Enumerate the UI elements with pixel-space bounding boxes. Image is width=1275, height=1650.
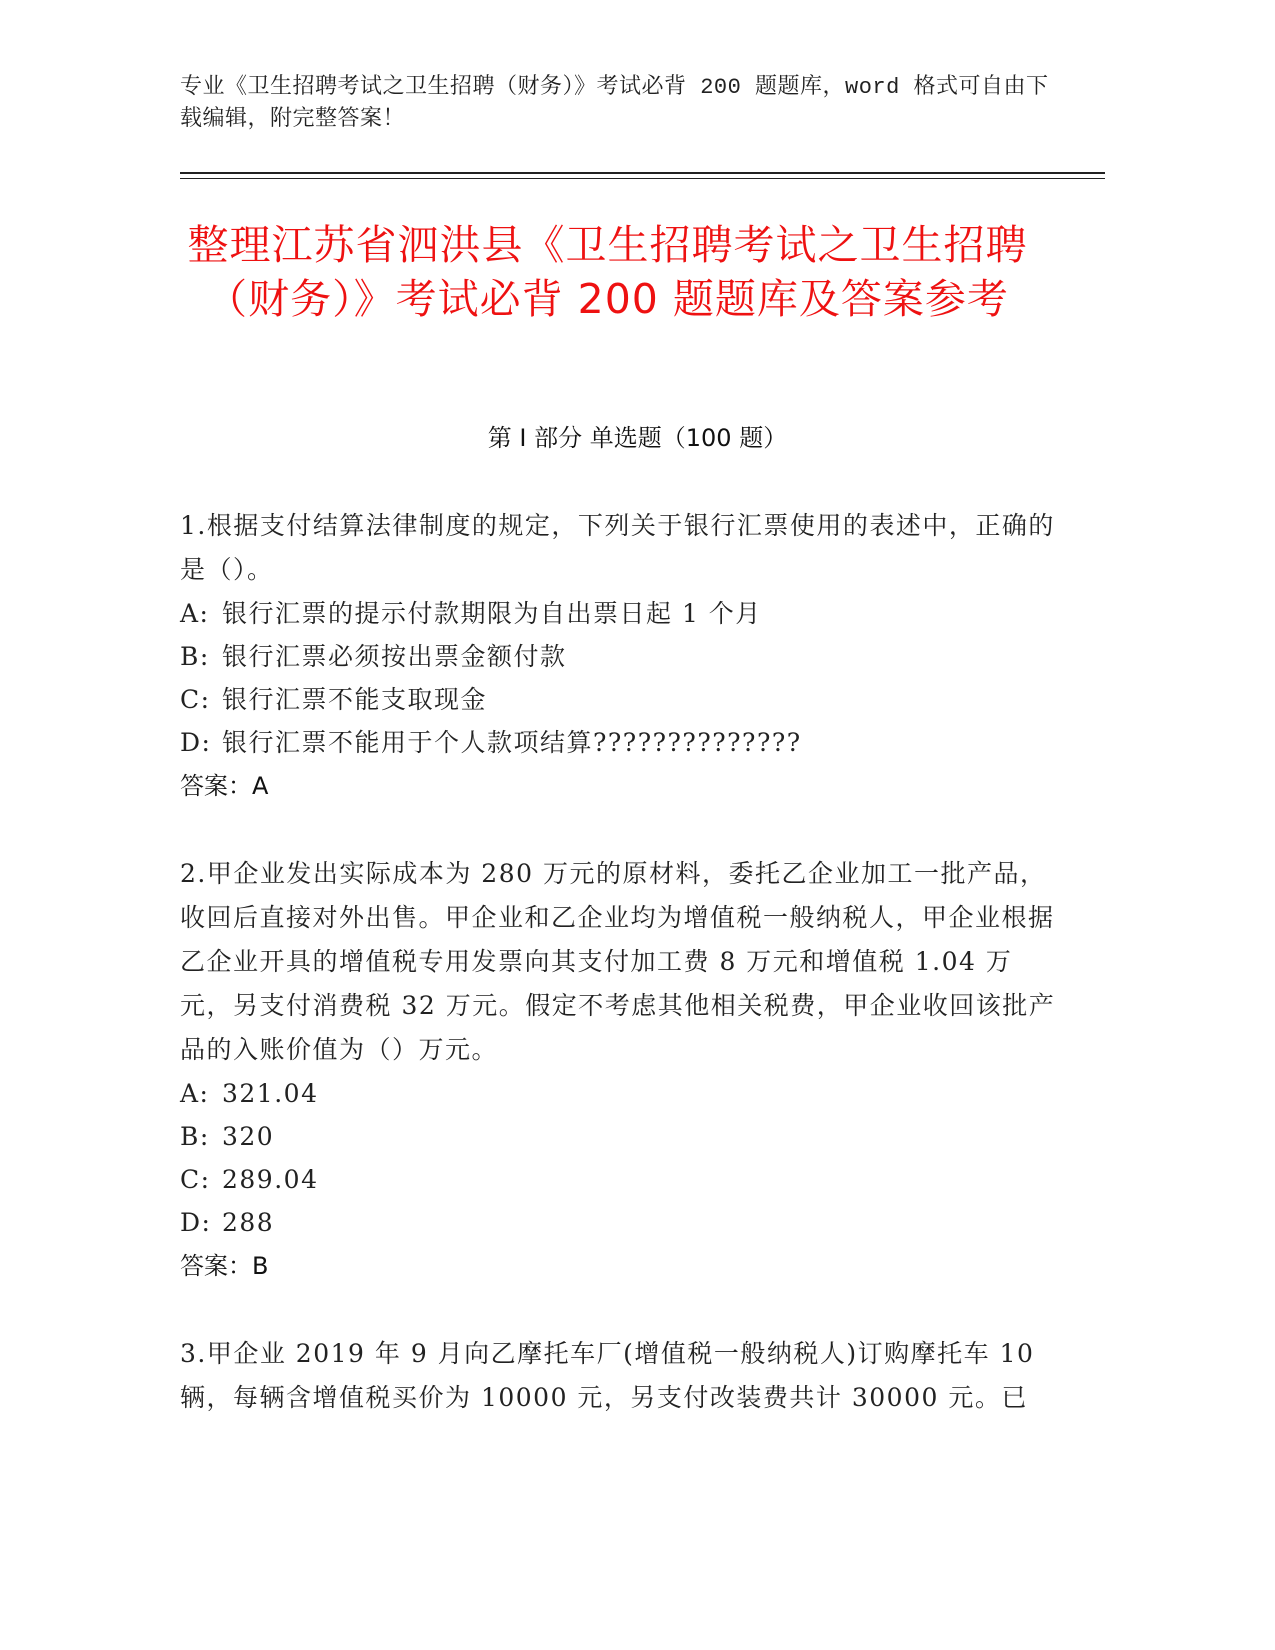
question-2 [180, 852, 1060, 1288]
option-c [180, 678, 1060, 721]
option-letter: B: [180, 1122, 210, 1151]
document-title: 整理江苏省泗洪县《卫生招聘考试之卫生招聘（财务）》考试必背 200 题题库及答案参考 [187, 221, 1028, 323]
answer-line: 答案：B [180, 1252, 269, 1280]
option-letter: C: [180, 1165, 211, 1194]
option-letter: B: [180, 642, 210, 671]
option-text: 321.04 [222, 1079, 319, 1108]
option-text: 288 [222, 1208, 275, 1237]
option-text: 银行汇票必须按出票金额付款 [222, 642, 567, 671]
option-d [180, 721, 1060, 764]
option-b [180, 635, 1060, 678]
option-d [180, 1201, 1060, 1244]
option-text: 银行汇票不能用于个人款项结算?????????????? [222, 728, 802, 757]
question-text: 1.根据支付结算法律制度的规定，下列关于银行汇票使用的表述中，正确的是（）。 [180, 511, 1055, 584]
option-letter: D: [180, 728, 212, 757]
option-c [180, 1158, 1060, 1201]
option-text: 289.04 [222, 1165, 319, 1194]
option-b [180, 1115, 1060, 1158]
option-a [180, 1072, 1060, 1115]
option-text: 银行汇票不能支取现金 [222, 685, 488, 714]
header-divider [180, 172, 1105, 174]
option-letter: D: [180, 1208, 212, 1237]
question-text: 3.甲企业 2019 年 9 月向乙摩托车厂(增值税一般纳税人)订购摩托车 10 辆，每辆含增值税买价为 10000 元，另支付改装费共计 30000 元。已 [180, 1339, 1035, 1412]
section-heading: 第 I 部分 单选题（100 题） [487, 424, 788, 452]
question-text: 2.甲企业发出实际成本为 280 万元的原材料，委托乙企业加工一批产品，收回后直接对外出售。甲企业和乙企业均为增值税一般纳税人，甲企业根据乙企业开具的增值税专用发票向其支付加工费 8 万元和增值税 1.04 万元，另支付消费税 32 万元。假定不考虑其他相关税费，甲企业收回该批产品的入账价值为（）万元。 [180, 859, 1056, 1064]
answer-line: 答案：A [180, 772, 269, 800]
option-letter: A: [180, 1079, 210, 1108]
option-a [180, 592, 1060, 635]
question-3 [180, 1332, 1060, 1420]
question-1 [180, 504, 1060, 808]
option-text: 320 [222, 1122, 275, 1151]
option-letter: C: [180, 685, 211, 714]
header-note: 专业《卫生招聘考试之卫生招聘（财务）》考试必背 200 题题库，word 格式可自由下载编辑，附完整答案！ [180, 75, 1049, 132]
option-letter: A: [180, 599, 210, 628]
option-text: 银行汇票的提示付款期限为自出票日起 1 个月 [222, 599, 762, 628]
header-divider-thin [180, 178, 1105, 179]
